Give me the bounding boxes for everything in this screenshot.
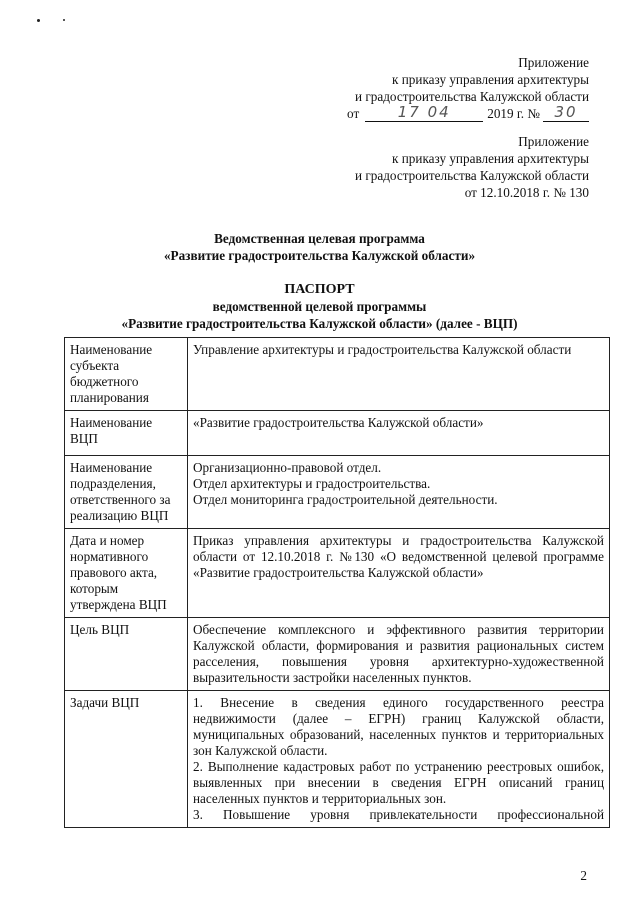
row-value-text: Управление архитектуры и градостроительства Калужской области bbox=[193, 342, 572, 357]
row-label-text: нормативного bbox=[70, 549, 149, 564]
row-value-cell bbox=[188, 411, 610, 456]
table-row bbox=[65, 618, 610, 691]
passport-heading: ПАСПОРТ bbox=[284, 282, 355, 297]
row-label-text: подразделения, bbox=[70, 476, 156, 491]
row-label-text: ВЦП bbox=[70, 431, 98, 446]
row-value-text: Приказ управления архитектуры и градостроительства Калужской области от 12.10.2018 г. №130 «О ведомственной целевой программе «Развитие градостроительства Калужской области» bbox=[193, 533, 604, 580]
row-label-text: утверждена ВЦП bbox=[70, 597, 167, 612]
task-item: 1. Внесение в сведения единого государственного реестра недвижимости (далее – ЕГРН) границ Калужской области, муниципальных образований, населенных пунктов и территориальных зон Калужской области. bbox=[193, 695, 604, 758]
scan-speck bbox=[37, 19, 40, 22]
passport-table bbox=[64, 337, 610, 828]
appendix-header-current bbox=[347, 54, 589, 122]
table-row bbox=[65, 529, 610, 618]
table-row bbox=[65, 456, 610, 529]
appendix-label: Приложение bbox=[518, 55, 589, 70]
table-row bbox=[65, 338, 610, 411]
table-row bbox=[65, 691, 610, 828]
row-label-text: Наименование bbox=[70, 415, 153, 430]
date-fill-field bbox=[365, 103, 483, 122]
row-value-cell bbox=[188, 691, 610, 828]
appendix-date-line: от 12.10.2018 г. № 130 bbox=[464, 185, 589, 200]
row-label-text: реализацию ВЦП bbox=[70, 508, 169, 523]
row-label-cell bbox=[65, 529, 188, 618]
row-label-text: Наименование bbox=[70, 460, 153, 475]
task-item: 2. Выполнение кадастровых работ по устранению реестровых ошибок, выявленных при внесении в сведения ЕГРН описаний границ населенных пунктов и территориальных зон. bbox=[193, 759, 604, 806]
row-value-cell bbox=[188, 338, 610, 411]
appendix-order-line: к приказу управления архитектуры bbox=[392, 151, 589, 166]
row-value-text: Отдел архитектуры и градостроительства. bbox=[193, 476, 431, 491]
scan-speck bbox=[63, 19, 65, 21]
row-label-cell bbox=[65, 456, 188, 529]
program-title-line: «Развитие градостроительства Калужской области» bbox=[163, 248, 476, 263]
row-label-cell bbox=[65, 691, 188, 828]
passport-subtitle: ведомственной целевой программы bbox=[212, 299, 427, 314]
row-label-text: бюджетного bbox=[70, 374, 139, 389]
table-row bbox=[65, 411, 610, 456]
handwritten-date: 17 04 bbox=[397, 103, 451, 121]
row-label-text: ответственного за bbox=[70, 492, 171, 507]
appendix-authority-line: и градостроительства Калужской области bbox=[355, 89, 589, 104]
program-title bbox=[0, 230, 639, 264]
row-label-cell bbox=[65, 338, 188, 411]
year-number-label: 2019 г. № bbox=[487, 106, 540, 121]
page-number: 2 bbox=[580, 868, 587, 883]
row-label-cell bbox=[65, 411, 188, 456]
row-value-text: Организационно-правовой отдел. bbox=[193, 460, 382, 475]
row-label-text: субъекта bbox=[70, 358, 120, 373]
row-label-text: Наименование bbox=[70, 342, 153, 357]
row-value-text: Отдел мониторинга градостроительной деятельности. bbox=[193, 492, 498, 507]
row-label-text: Дата и номер bbox=[70, 533, 145, 548]
row-label-text: правового акта, bbox=[70, 565, 158, 580]
row-value-text: Обеспечение комплексного и эффективного развития территории Калужской области, формирования и развития рациональных систем расселения, повышения уровня архитектурно-художественной выразительности застройки населенных пунктов. bbox=[193, 622, 604, 685]
appendix-order-line: к приказу управления архитектуры bbox=[392, 72, 589, 87]
appendix-header-previous bbox=[355, 133, 589, 201]
program-title-line: Ведомственная целевая программа bbox=[214, 231, 425, 246]
row-label-text: Задачи ВЦП bbox=[70, 695, 140, 710]
date-prefix: от bbox=[347, 106, 360, 121]
row-value-cell bbox=[188, 618, 610, 691]
passport-title bbox=[0, 281, 639, 332]
task-item: 3. Повышение уровня привлекательности профессиональной bbox=[193, 807, 604, 822]
row-label-text: Цель ВЦП bbox=[70, 622, 130, 637]
appendix-label: Приложение bbox=[518, 134, 589, 149]
handwritten-number: 30 bbox=[554, 103, 578, 121]
number-fill-field bbox=[543, 103, 589, 122]
row-value-cell bbox=[188, 529, 610, 618]
passport-subtitle: «Развитие градостроительства Калужской области» (далее - ВЦП) bbox=[121, 316, 518, 331]
appendix-date-line bbox=[347, 105, 589, 122]
row-value-text: «Развитие градостроительства Калужской области» bbox=[193, 415, 484, 430]
row-value-cell bbox=[188, 456, 610, 529]
row-label-text: которым bbox=[70, 581, 119, 596]
appendix-authority-line: и градостроительства Калужской области bbox=[355, 168, 589, 183]
row-label-text: планирования bbox=[70, 390, 149, 405]
row-label-cell bbox=[65, 618, 188, 691]
